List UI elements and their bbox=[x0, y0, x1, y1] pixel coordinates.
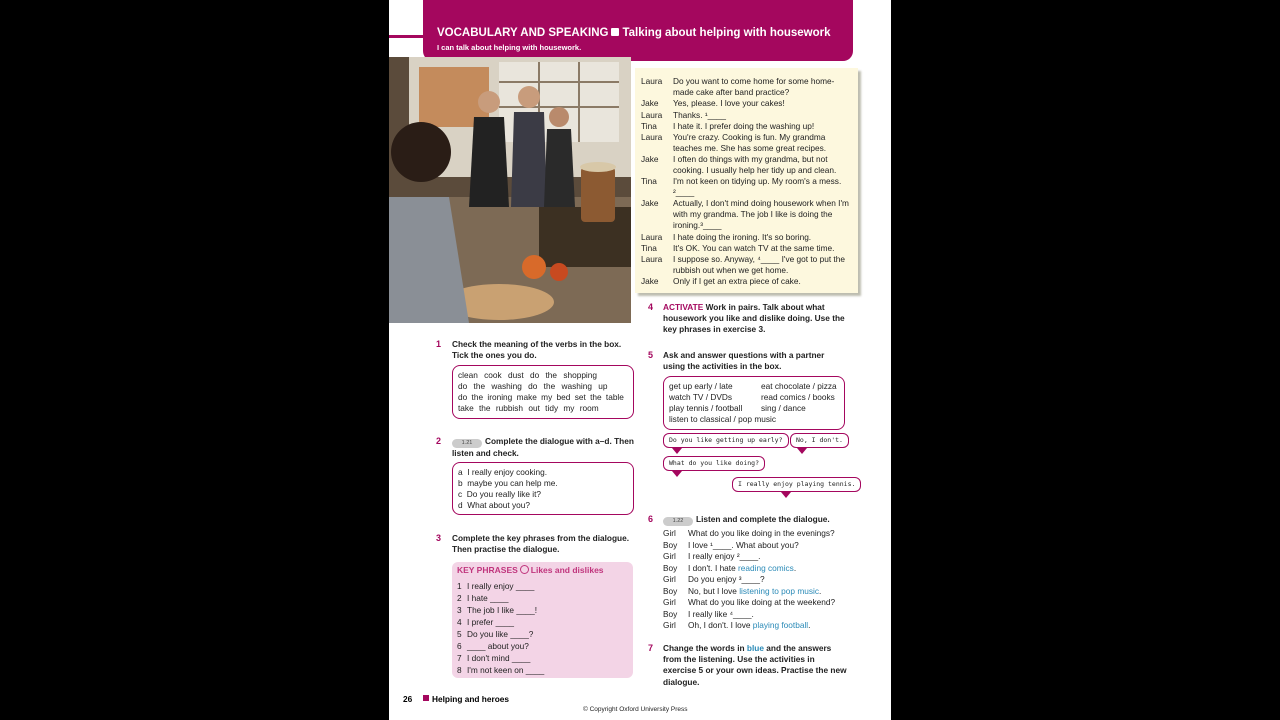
dialogue-line: Laura You're crazy. Cooking is fun. My grandma teaches me. She has some great recipes. bbox=[641, 132, 827, 154]
key-phrase-item: 7 I don't mind ____ bbox=[457, 653, 531, 663]
option-row: b maybe you can help me. bbox=[458, 478, 558, 488]
exercise-instruction: 1.22 Listen and complete the dialogue. bbox=[663, 514, 848, 526]
option-row: c Do you really like it? bbox=[458, 489, 542, 499]
listening-line: Boy I really like ⁴____. bbox=[663, 609, 754, 619]
exercise-instruction: Ask and answer questions with a partner using the activities in the box. bbox=[663, 350, 825, 372]
key-phrase-item: 6 ____ about you? bbox=[457, 641, 529, 651]
box-row: clean cook dust do the shopping bbox=[458, 370, 598, 380]
textbook-page bbox=[389, 0, 891, 720]
page-number: 26 bbox=[403, 694, 413, 704]
bubble-tail-icon bbox=[781, 492, 791, 498]
key-phrases-box bbox=[452, 562, 633, 678]
verbs-box bbox=[452, 365, 634, 419]
copyright: © Copyright Oxford University Press bbox=[583, 706, 688, 713]
activity-item: eat chocolate / pizza bbox=[761, 381, 837, 391]
exercise-instruction: Check the meaning of the verbs in the box. Tick the ones you do. bbox=[452, 339, 622, 361]
exercise-instruction: 1.21 Complete the dialogue with a–d. Then listen and check. bbox=[452, 436, 634, 458]
bubble-tail-icon bbox=[797, 448, 807, 454]
listening-line: Girl Do you enjoy ³____? bbox=[663, 574, 765, 584]
exercise-number: 2 bbox=[436, 436, 442, 446]
dialogue-line: Laura I suppose so. Anyway, ⁴____ I've got to put the rubbish out when we get home. bbox=[641, 254, 845, 276]
exercise-number: 1 bbox=[436, 339, 442, 349]
dialogue-line: Tina It's OK. You can watch TV at the same time. bbox=[641, 243, 835, 253]
listening-line: Girl Oh, I don't. I love playing football. bbox=[663, 620, 811, 630]
audio-track-icon: 1.21 bbox=[452, 439, 482, 448]
exercise-number: 4 bbox=[648, 302, 654, 312]
listening-line: Boy No, but I love listening to pop music. bbox=[663, 586, 822, 596]
option-row: a I really enjoy cooking. bbox=[458, 467, 548, 477]
activity-item: read comics / books bbox=[761, 392, 835, 402]
key-phrase-item: 3 The job I like ____! bbox=[457, 605, 538, 615]
band-practice-photo bbox=[389, 57, 631, 323]
exercise-instruction: ACTIVATE Work in pairs. Talk about what housework you like and dislike doing. Use the key phrases in exercise 3. bbox=[663, 302, 845, 335]
option-row: d What about you? bbox=[458, 500, 530, 510]
section-title: VOCABULARY AND SPEAKING Talking about helping with housework bbox=[437, 27, 831, 39]
listening-line: Girl I really enjoy ²____. bbox=[663, 551, 761, 561]
dialogue-line: Jake Only if I get an extra piece of cake. bbox=[641, 276, 801, 286]
exercise-instruction: Change the words in blue and the answers from the listening. Use the activities in exercise 5 or your own ideas. Practise the new dialogue. bbox=[663, 643, 847, 687]
dialogue-line: Laura Do you want to come home for some home-made cake after band practice? bbox=[641, 76, 835, 98]
section-header bbox=[423, 0, 853, 61]
options-box bbox=[452, 462, 634, 515]
bubble-tail-icon bbox=[672, 471, 682, 477]
listening-line: Boy I love ¹____. What about you? bbox=[663, 540, 799, 550]
activity-item: play tennis / football bbox=[669, 403, 743, 413]
activity-item: sing / dance bbox=[761, 403, 806, 413]
activity-item: listen to classical / pop music bbox=[669, 414, 776, 424]
activity-item: watch TV / DVDs bbox=[669, 392, 733, 402]
dialogue-line: Laura I hate doing the ironing. It's so boring. bbox=[641, 232, 812, 242]
speech-bubble: Do you like getting up early? bbox=[663, 433, 789, 448]
exercise-instruction: Complete the key phrases from the dialogue. Then practise the dialogue. bbox=[452, 533, 630, 555]
dialogue-line: Tina I'm not keen on tidying up. My room's a mess. ²____ bbox=[641, 176, 842, 198]
listening-line: Boy I don't. I hate reading comics. bbox=[663, 563, 797, 573]
header-line bbox=[389, 35, 425, 38]
unit-title: Helping and heroes bbox=[432, 694, 509, 704]
key-phrases-title: KEY PHRASES Likes and dislikes bbox=[457, 565, 604, 575]
exercise-number: 5 bbox=[648, 350, 654, 360]
activity-item: get up early / late bbox=[669, 381, 733, 391]
box-row: do the washing do the washing up bbox=[458, 381, 608, 391]
key-phrase-item: 1 I really enjoy ____ bbox=[457, 581, 535, 591]
listening-line: Girl What do you like doing in the evenings? bbox=[663, 528, 835, 538]
square-bullet-icon bbox=[423, 695, 429, 701]
dialogue-line: Laura Thanks. ¹____ bbox=[641, 110, 727, 120]
speech-bubble: I really enjoy playing tennis. bbox=[732, 477, 861, 492]
dialogue-box bbox=[635, 68, 858, 293]
dialogue-line: Jake Yes, please. I love your cakes! bbox=[641, 98, 785, 108]
box-row: do the ironing make my bed set the table bbox=[458, 392, 624, 402]
exercise-number: 7 bbox=[648, 643, 654, 653]
square-bullet-icon bbox=[611, 28, 619, 36]
activities-box bbox=[663, 376, 845, 430]
bubble-tail-icon bbox=[672, 448, 682, 454]
audio-track-icon: 1.22 bbox=[663, 517, 693, 526]
key-phrase-item: 2 I hate ____ bbox=[457, 593, 509, 603]
listening-line: Girl What do you like doing at the weekend? bbox=[663, 597, 836, 607]
section-subtitle: I can talk about helping with housework. bbox=[437, 43, 582, 52]
exercise-number: 6 bbox=[648, 514, 654, 524]
speech-bubble: No, I don't. bbox=[790, 433, 849, 448]
dialogue-line: Jake Actually, I don't mind doing housework when I'm with my grandma. The job I like is doing the ironing.³____ bbox=[641, 198, 849, 231]
key-phrase-item: 4 I prefer ____ bbox=[457, 617, 515, 627]
speech-bubble: What do you like doing? bbox=[663, 456, 765, 471]
box-row: take the rubbish out tidy my room bbox=[458, 403, 599, 413]
key-phrase-item: 5 Do you like ____? bbox=[457, 629, 534, 639]
dialogue-line: Tina I hate it. I prefer doing the washing up! bbox=[641, 121, 815, 131]
dialogue-line: Jake I often do things with my grandma, but not cooking. I usually help her tidy up and clean. bbox=[641, 154, 837, 176]
circle-bullet-icon bbox=[520, 565, 529, 574]
key-phrase-item: 8 I'm not keen on ____ bbox=[457, 665, 545, 675]
exercise-number: 3 bbox=[436, 533, 442, 543]
